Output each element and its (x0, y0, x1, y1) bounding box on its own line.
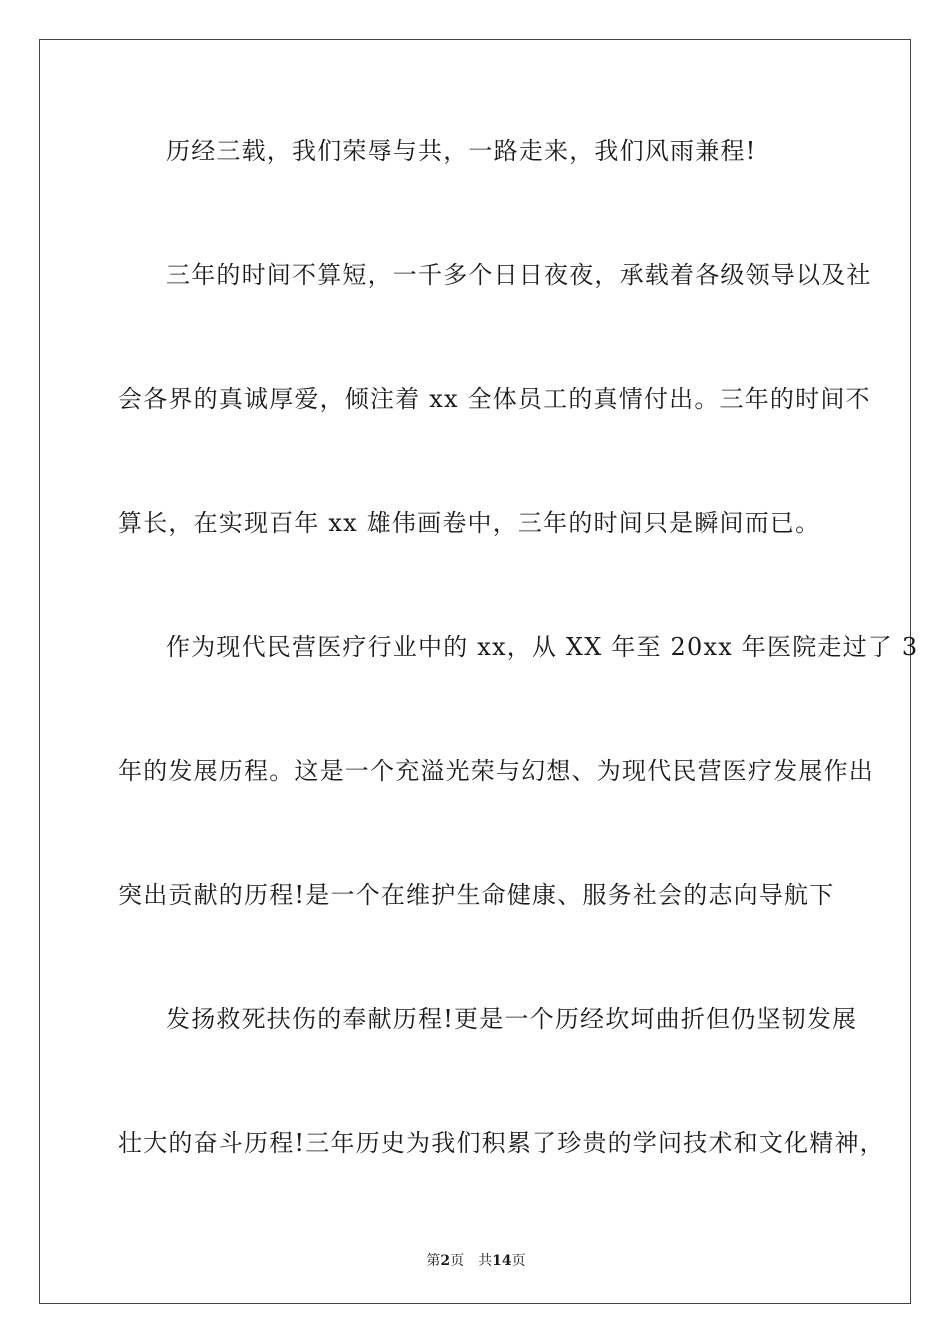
paragraph-line-8: 发扬救死扶伤的奉献历程!更是一个历经坎坷曲折但仍坚韧发展 (166, 1005, 858, 1033)
paragraph-line-4: 算长，在实现百年 xx 雄伟画卷中，三年的时间只是瞬间而已。 (118, 509, 821, 537)
paragraph-line-2: 三年的时间不算短，一千多个日日夜夜，承载着各级领导以及社 (166, 261, 872, 289)
paragraph-line-6: 年的发展历程。这是一个充溢光荣与幻想、为现代民营医疗发展作出 (118, 757, 874, 785)
footer-page-prefix: 第 (426, 1253, 441, 1269)
paragraph-line-5: 作为现代民营医疗行业中的 xx，从 XX 年至 20xx 年医院走过了 3 (166, 633, 919, 661)
paragraph-line-9: 壮大的奋斗历程!三年历史为我们积累了珍贵的学问技术和文化精神， (118, 1129, 885, 1157)
footer-total-prefix: 共 (478, 1253, 493, 1269)
footer-total-unit: 页 (511, 1253, 526, 1269)
footer-page-total: 14 (492, 1253, 512, 1269)
footer-page-current: 2 (440, 1253, 451, 1269)
footer-page-unit: 页 (450, 1253, 465, 1269)
paragraph-line-3: 会各界的真诚厚爱，倾注着 xx 全体员工的真情付出。三年的时间不 (118, 385, 871, 413)
paragraph-line-1: 历经三载，我们荣辱与共，一路走来，我们风雨兼程! (166, 137, 757, 165)
page-frame (39, 39, 919, 1304)
paragraph-line-7: 突出贡献的历程!是一个在维护生命健康、服务社会的志向导航下 (118, 881, 835, 909)
page-footer (40, 1250, 912, 1270)
